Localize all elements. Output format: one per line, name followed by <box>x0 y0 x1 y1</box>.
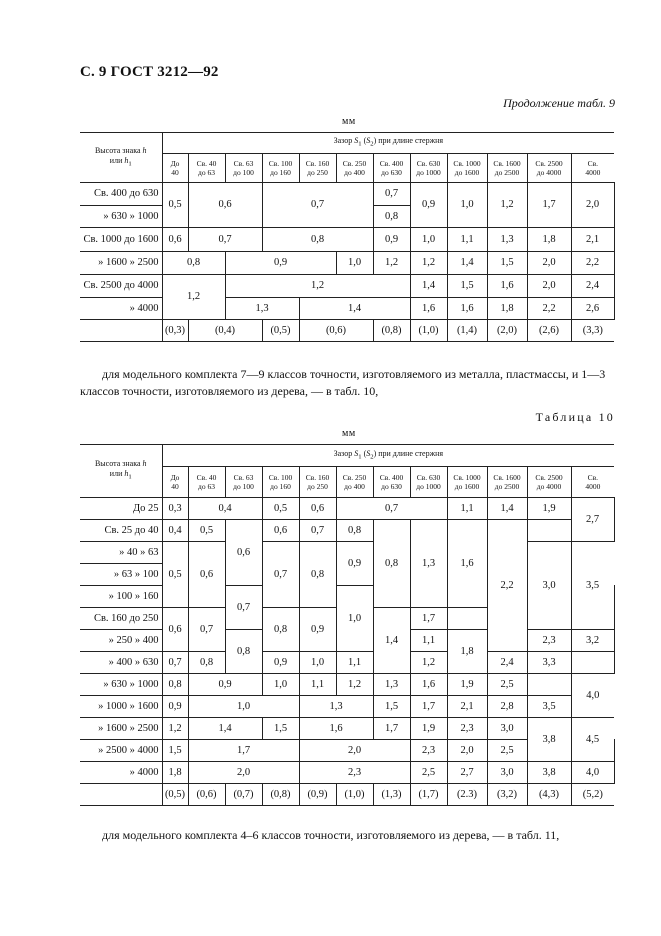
table10-row-label: » 100 » 160 <box>80 586 162 608</box>
cell: 2,3 <box>410 740 447 762</box>
cell: 4,5 <box>571 718 614 762</box>
cell: 1,1 <box>410 630 447 652</box>
cell: (1,0) <box>410 320 447 342</box>
cell: (0,5) <box>162 784 188 806</box>
cell: 0,8 <box>225 630 262 674</box>
cell: 1,3 <box>299 696 373 718</box>
table10-col: До 40 <box>162 467 188 498</box>
cell: 0,6 <box>162 608 188 652</box>
paragraph-1: для модельного комплекта 7—9 классов точности, изготовляемого из металла, пластмассы, и 1—3 классов точности, изготовляемого из дерева, — в табл. 10, <box>80 367 606 398</box>
cell: (0,5) <box>262 320 299 342</box>
cell: 0,7 <box>262 183 373 228</box>
cell <box>80 320 162 342</box>
cell: 0,4 <box>188 498 262 520</box>
cell: 1,9 <box>527 498 571 520</box>
table10-row-label: Св. 25 до 40 <box>80 520 162 542</box>
table10-row-label: Св. 160 до 250 <box>80 608 162 630</box>
cell: 1,1 <box>447 498 487 520</box>
cell: 0,9 <box>188 674 262 696</box>
table10-row-label: » 2500 » 4000 <box>80 740 162 762</box>
table10-row-label: До 25 <box>80 498 162 520</box>
cell: 2,0 <box>527 275 571 298</box>
table10-col: Св. 2500 до 4000 <box>527 467 571 498</box>
cell: 3,8 <box>527 762 571 784</box>
table10-group-label: Зазор $S_1$ $(S_2)$ при длине стержня <box>162 445 614 467</box>
cell: 1,3 <box>487 228 527 252</box>
cell: 1,5 <box>447 275 487 298</box>
cell: 2,2 <box>571 252 614 275</box>
cell: 1,3 <box>410 520 447 608</box>
cell: 2,1 <box>447 696 487 718</box>
cell: 1,8 <box>527 228 571 252</box>
cell: 3,8 <box>527 718 571 762</box>
cell: 0,8 <box>262 228 373 252</box>
cell: (3,3) <box>571 320 614 342</box>
cell: 1,8 <box>162 762 188 784</box>
cell: 1,0 <box>447 183 487 228</box>
cell: 1,4 <box>188 718 262 740</box>
cell: 1,3 <box>225 298 299 320</box>
cell: 1,0 <box>410 228 447 252</box>
table-10 <box>80 444 615 806</box>
cell: 2,7 <box>447 762 487 784</box>
table10-col: Св. 1600 до 2500 <box>487 467 527 498</box>
cell: (4,3) <box>527 784 571 806</box>
cell: 3,3 <box>527 652 571 674</box>
table9-col: Св. 630 до 1000 <box>410 154 447 183</box>
table10-col: Св. 4000 <box>571 467 614 498</box>
cell: 1,6 <box>447 298 487 320</box>
cell: 1,2 <box>225 275 410 298</box>
cell: 1,6 <box>410 674 447 696</box>
cell: (0,3) <box>162 320 188 342</box>
cell: 2,3 <box>299 762 410 784</box>
cell: 0,8 <box>188 652 225 674</box>
cell: 1,7 <box>188 740 299 762</box>
cell: 0,5 <box>188 520 225 542</box>
cell: 1,2 <box>162 718 188 740</box>
cell: 1,4 <box>410 275 447 298</box>
cell: 1,6 <box>447 520 487 608</box>
cell: (0,8) <box>262 784 299 806</box>
cell: 0,3 <box>162 498 188 520</box>
table9-row-label: Св. 1000 до 1600 <box>80 228 162 252</box>
cell: 1,0 <box>336 252 373 275</box>
table10-title: Таблица 10 <box>535 410 615 424</box>
cell: 1,7 <box>410 696 447 718</box>
table9-row-label: » 630 » 1000 <box>80 206 162 228</box>
cell: (0,4) <box>188 320 262 342</box>
cell: (3,2) <box>487 784 527 806</box>
cell: 4,0 <box>571 674 614 718</box>
cell: 1,2 <box>336 674 373 696</box>
cell: 0,6 <box>262 520 299 542</box>
cell: 2,6 <box>571 298 614 320</box>
cell: 1,2 <box>487 183 527 228</box>
cell: 2,1 <box>571 228 614 252</box>
cell: 1,6 <box>299 718 373 740</box>
table10-row-label: » 630 » 1000 <box>80 674 162 696</box>
table10-row-label: » 1600 » 2500 <box>80 718 162 740</box>
cell: (0,8) <box>373 320 410 342</box>
cell <box>527 674 571 696</box>
cell: 0,5 <box>262 498 299 520</box>
cell: 3,0 <box>487 762 527 784</box>
cell: (0,6) <box>299 320 373 342</box>
table10-head-height: Высота знака h или $h_1$ <box>80 445 162 498</box>
cell: 3,0 <box>527 542 571 630</box>
table9-col: Св. 63 до 100 <box>225 154 262 183</box>
cell: 2,2 <box>487 520 527 652</box>
cell: 0,5 <box>162 183 188 228</box>
table9-group-label: Зазор $S_1$ $(S_2)$ при длине стержня <box>162 133 614 154</box>
table10-col: Св. 400 до 630 <box>373 467 410 498</box>
paragraph-2: для модельного комплекта 4–6 классов точности, изготовляемого из дерева, — в табл. 11, <box>102 828 560 842</box>
cell: 2,4 <box>571 275 614 298</box>
cell: 0,6 <box>188 183 262 228</box>
cell: (1,4) <box>447 320 487 342</box>
cell: 0,9 <box>162 696 188 718</box>
cell: 1,7 <box>410 608 447 630</box>
cell: 3,0 <box>487 718 527 740</box>
continuation-caption: Продолжение табл. 9 <box>503 96 615 110</box>
cell: 1,9 <box>410 718 447 740</box>
cell: (2,6) <box>527 320 571 342</box>
cell: 3,5 <box>527 696 571 718</box>
cell: 2,0 <box>571 183 614 228</box>
cell: 1,5 <box>262 718 299 740</box>
table10-col: Св. 160 до 250 <box>299 467 336 498</box>
cell: 1,2 <box>410 652 447 674</box>
cell: 1,8 <box>447 630 487 674</box>
cell: 0,7 <box>336 498 447 520</box>
table9-col: Св. 100 до 160 <box>262 154 299 183</box>
cell: 1,4 <box>447 252 487 275</box>
cell: 1,0 <box>188 696 299 718</box>
cell: 2,4 <box>487 652 527 674</box>
cell: 0,8 <box>336 520 373 542</box>
cell: 1,1 <box>447 228 487 252</box>
table9-col: Св. 400 до 630 <box>373 154 410 183</box>
cell: 0,8 <box>162 674 188 696</box>
cell: 1,2 <box>373 252 410 275</box>
cell: 1,5 <box>162 740 188 762</box>
table9-col: Св. 1000 до 1600 <box>447 154 487 183</box>
cell: 2,3 <box>447 718 487 740</box>
cell: 0,7 <box>162 652 188 674</box>
cell: 1,1 <box>336 652 373 674</box>
cell: 0,7 <box>262 542 299 608</box>
cell: 0,8 <box>162 252 225 275</box>
cell: 0,7 <box>225 586 262 630</box>
cell: 1,1 <box>299 674 336 696</box>
cell: 4,0 <box>571 762 614 784</box>
cell: 3,2 <box>571 630 614 652</box>
cell: 1,0 <box>336 586 373 652</box>
table9-row-label: » 4000 <box>80 298 162 320</box>
table9-col: До 40 <box>162 154 188 183</box>
cell: 0,7 <box>373 183 410 206</box>
table10-row-label: » 400 » 630 <box>80 652 162 674</box>
cell: 0,9 <box>262 652 299 674</box>
cell: (5,2) <box>571 784 614 806</box>
cell: 1,7 <box>373 718 410 740</box>
cell: (1,7) <box>410 784 447 806</box>
cell: 0,8 <box>262 608 299 652</box>
page-header: С. 9 ГОСТ 3212—92 <box>80 64 219 80</box>
cell: (0,6) <box>188 784 225 806</box>
cell: 1,2 <box>162 275 225 320</box>
cell: 0,9 <box>299 608 336 652</box>
table10-col: Св. 1000 до 1600 <box>447 467 487 498</box>
cell: 2,0 <box>447 740 487 762</box>
units-label-table9: мм <box>342 116 356 127</box>
cell: 3,5 <box>571 542 614 630</box>
cell: 2,5 <box>410 762 447 784</box>
table9-col: Св. 250 до 400 <box>336 154 373 183</box>
cell: 2,8 <box>487 696 527 718</box>
table9-col: Св. 2500 до 4000 <box>527 154 571 183</box>
table10-row-label: » 1000 » 1600 <box>80 696 162 718</box>
cell: 1,6 <box>410 298 447 320</box>
cell: 0,6 <box>225 520 262 586</box>
cell: 0,4 <box>162 520 188 542</box>
cell: 1,9 <box>447 674 487 696</box>
cell: 0,6 <box>299 498 336 520</box>
cell: 2,2 <box>527 298 571 320</box>
cell: 0,8 <box>373 520 410 608</box>
cell: 1,7 <box>527 183 571 228</box>
cell: (0,7) <box>225 784 262 806</box>
cell: (2.3) <box>447 784 487 806</box>
table9-row-label: Св. 400 до 630 <box>80 183 162 206</box>
cell <box>80 784 162 806</box>
cell: 2,7 <box>571 498 614 542</box>
cell: 1,3 <box>373 674 410 696</box>
cell: 0,9 <box>225 252 336 275</box>
cell: 0,7 <box>188 608 225 652</box>
cell: 2,5 <box>487 740 527 762</box>
table9-col: Св. 160 до 250 <box>299 154 336 183</box>
cell: (1,0) <box>336 784 373 806</box>
table10-row-label: » 4000 <box>80 762 162 784</box>
cell: 0,9 <box>410 183 447 228</box>
cell: 0,9 <box>336 542 373 586</box>
cell: (0,9) <box>299 784 336 806</box>
cell: 1,0 <box>262 674 299 696</box>
cell: 1,4 <box>373 608 410 674</box>
cell: 0,7 <box>299 520 336 542</box>
table9-col: Св. 40 до 63 <box>188 154 225 183</box>
cell: 0,8 <box>299 542 336 608</box>
units-label-table10: мм <box>342 428 356 439</box>
cell: 0,6 <box>162 228 188 252</box>
cell: 1,5 <box>373 696 410 718</box>
cell: 1,4 <box>299 298 410 320</box>
cell: 1,4 <box>487 498 527 520</box>
cell: 0,7 <box>188 228 262 252</box>
table10-col: Св. 100 до 160 <box>262 467 299 498</box>
cell: 0,9 <box>373 228 410 252</box>
table10-row-label: » 40 » 63 <box>80 542 162 564</box>
cell: (1,3) <box>373 784 410 806</box>
cell: 2,3 <box>527 630 571 652</box>
table9-col: Св. 1600 до 2500 <box>487 154 527 183</box>
table9-head-height: Высота знака h или $h_1$ <box>80 133 162 183</box>
cell: 0,8 <box>373 206 410 228</box>
table10-col: Св. 250 до 400 <box>336 467 373 498</box>
cell: 1,8 <box>487 298 527 320</box>
table9-row-label: Св. 2500 до 4000 <box>80 275 162 298</box>
cell: 1,6 <box>487 275 527 298</box>
cell: (2,0) <box>487 320 527 342</box>
cell: 2,0 <box>299 740 410 762</box>
cell: 2,0 <box>188 762 299 784</box>
cell: 0,6 <box>188 542 225 608</box>
table10-col: Св. 40 до 63 <box>188 467 225 498</box>
table10-col: Св. 630 до 1000 <box>410 467 447 498</box>
table10-col: Св. 63 до 100 <box>225 467 262 498</box>
table-9 <box>80 132 614 342</box>
cell: 2,0 <box>527 252 571 275</box>
table9-col: Св. 4000 <box>571 154 614 183</box>
cell: 1,0 <box>299 652 336 674</box>
cell: 1,5 <box>487 252 527 275</box>
cell: 0,5 <box>162 542 188 608</box>
cell: 2,5 <box>487 674 527 696</box>
table9-row-label: » 1600 » 2500 <box>80 252 162 275</box>
table10-row-label: » 250 » 400 <box>80 630 162 652</box>
cell: 1,2 <box>410 252 447 275</box>
table10-row-label: » 63 » 100 <box>80 564 162 586</box>
